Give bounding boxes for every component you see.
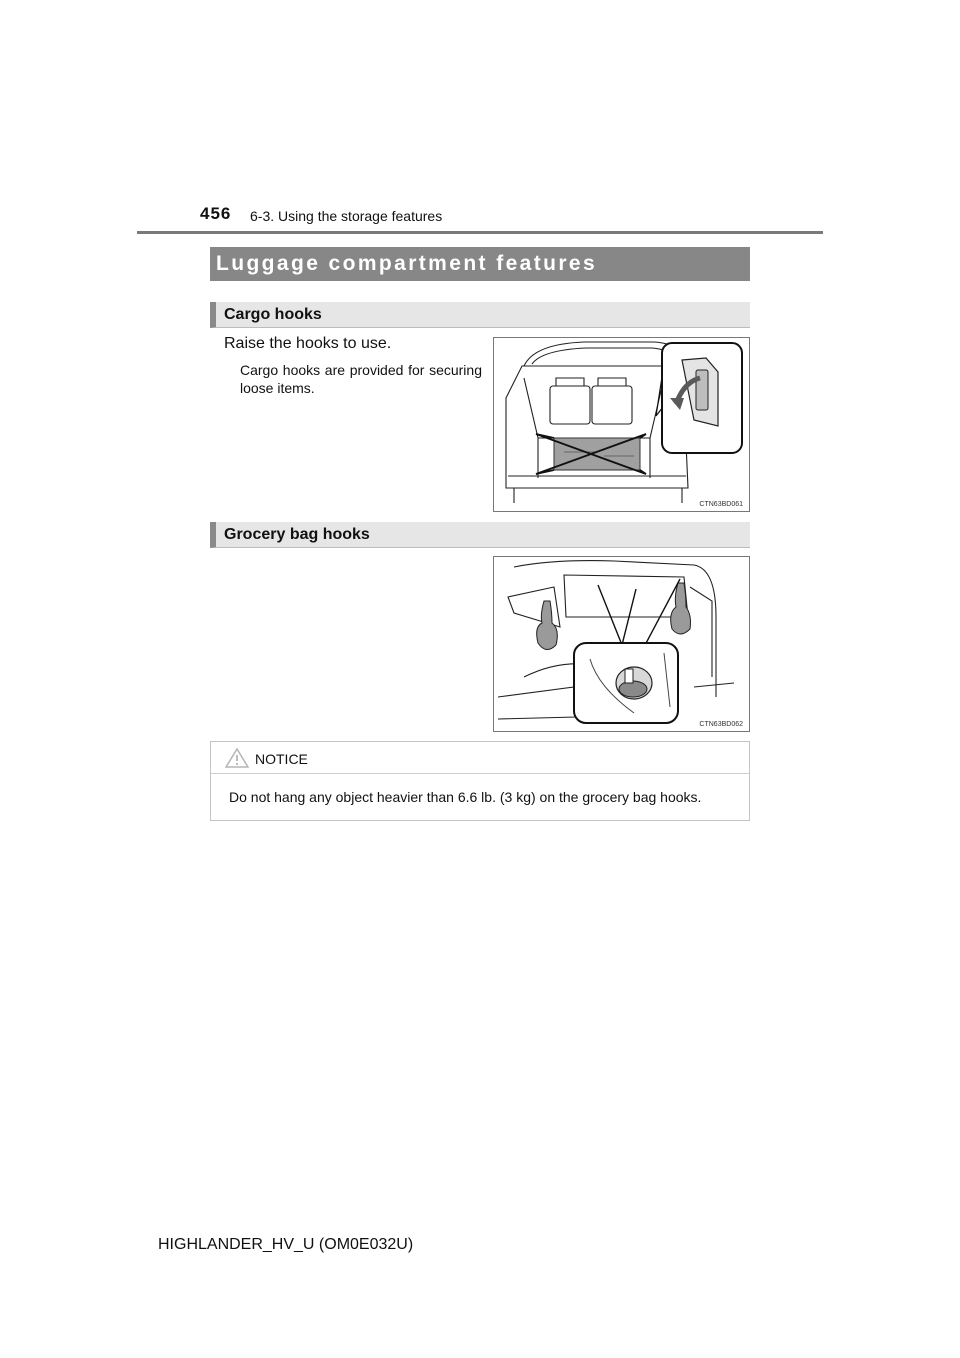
cargo-hooks-figure [493,337,750,512]
cargo-area-illustration [494,338,749,511]
figure-code: CTN63BD062 [699,721,743,728]
notice-box [210,741,750,821]
document-id: HIGHLANDER_HV_U (OM0E032U) [158,1236,414,1253]
warning-triangle-icon [225,748,249,773]
notice-label: NOTICE [255,751,308,767]
cargo-hooks-heading: Cargo hooks [210,302,750,328]
header-rule [137,231,823,234]
cargo-hooks-explanation: Cargo hooks are provided for securing loose items. [240,362,482,396]
figure-code: CTN63BD061 [699,501,743,508]
notice-header [211,742,749,774]
section-title: Luggage compartment features [210,247,750,281]
grocery-hooks-illustration [494,557,749,731]
running-head: 6-3. Using the storage features [250,208,443,224]
cargo-hooks-instruction: Raise the hooks to use. [224,335,392,352]
page-number: 456 [200,204,232,223]
grocery-bag-hooks-heading: Grocery bag hooks [210,522,750,548]
grocery-bag-hooks-figure [493,556,750,732]
notice-text: Do not hang any object heavier than 6.6 lb. (3 kg) on the grocery bag hooks. [229,789,702,805]
